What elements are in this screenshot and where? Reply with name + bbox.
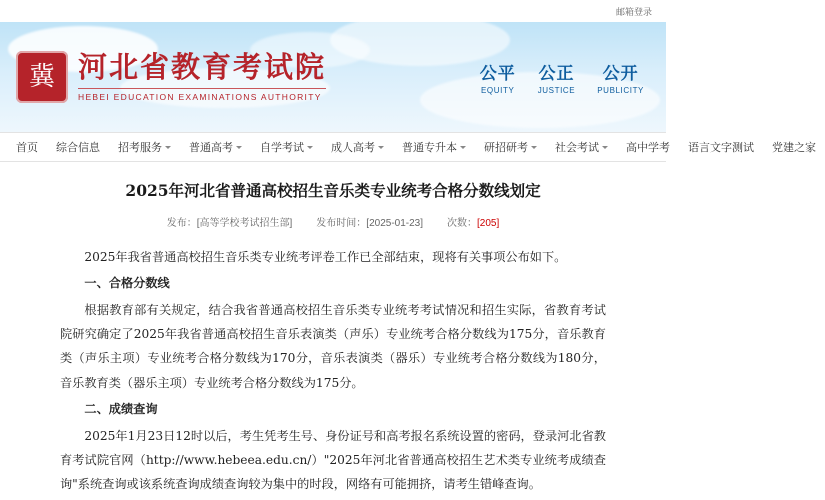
pillar-equity [480,59,516,95]
chevron-down-icon [460,146,466,149]
nav-item-social-exams[interactable] [546,139,617,155]
pillar-justice-en: JUSTICE [537,86,576,95]
meta-date [316,214,423,229]
nav-item-label: 党建之家 [772,142,816,154]
nav-item-college-upgrade[interactable] [393,139,475,155]
pillar-equity-en: EQUITY [481,86,515,95]
article-section-heading: 二、成绩查询 [84,402,158,417]
site-title-en: HEBEI EDUCATION EXAMINATIONS AUTHORITY [78,88,326,102]
values-pillars [480,59,650,95]
main-navigation [0,132,816,162]
page-title: 2025年河北省普通高校招生音乐类专业统考合格分数线划定 [125,181,541,200]
mail-login-link[interactable]: 邮箱登录 [615,6,652,17]
pillar-justice [538,59,576,95]
pillar-publicity-cn: 公开 [602,64,639,84]
nav-item-admission-services[interactable] [109,139,180,155]
article-container [0,162,666,497]
pillar-publicity-en: PUBLICITY [597,86,644,95]
meta-views [447,214,499,229]
meta-date-value: [2025-01-23] [366,217,424,229]
article-meta [60,214,606,239]
chevron-down-icon [602,146,608,149]
chevron-down-icon [307,146,313,149]
chevron-down-icon [378,146,384,149]
nav-item-language-test[interactable] [679,139,763,155]
nav-item-label: 自学考试 [260,142,304,154]
top-utility-bar [0,0,666,22]
article-paragraph: 2025年1月23日12时以后，考生凭考生号、身份证号和高考报名系统设置的密码，登录河北省教育考试院官网（http://www.hebeea.edu.cn/）"2025年河北省普通高校招生艺术类专业统考成绩查询"系统查询或该系统查询成绩查询较为集中的时段，网络有可能拥挤，请考生错峰查询。 [60,428,606,492]
pillar-publicity [597,59,644,95]
meta-source-label: 发布： [166,217,197,229]
site-banner [0,22,666,132]
nav-item-label: 招考服务 [118,142,162,154]
site-title-block [78,49,327,103]
emblem-glyph: 冀 [28,62,55,92]
nav-item-high-school-exam[interactable] [617,139,679,155]
nav-item-adult-gaokao[interactable] [322,139,393,155]
meta-source [167,214,293,229]
meta-views-value: [205] [477,217,500,229]
article-section-heading: 一、合格分数线 [84,276,170,291]
pillar-justice-cn: 公正 [538,64,575,84]
article-paragraph: 2025年我省普通高校招生音乐类专业统考评卷工作已全部结束，现将有关事项公布如下。 [84,249,567,264]
pillar-equity-cn: 公平 [479,64,516,84]
nav-item-party-building[interactable] [763,139,825,155]
site-title-cn: 河北省教育考试院 [78,49,327,84]
article-body [60,245,606,497]
nav-item-label: 社会考试 [555,142,599,154]
banner-content [0,22,666,132]
nav-item-label: 普通专升本 [402,142,457,154]
institution-emblem-icon [16,51,68,103]
nav-item-label: 首页 [16,142,38,154]
nav-item-label: 语言文字测试 [688,142,754,154]
meta-views-label: 次数： [447,217,478,229]
article-paragraph: 根据教育部有关规定，结合我省普通高校招生音乐类专业统考考试情况和招生实际，省教育考试院研究确定了2025年我省普通高校招生音乐表演类（声乐）专业统考合格分数线为175分，音乐教育类（声乐主项）专业统考合格分数线为170分，音乐表演类（器乐）专业统考合格分数线为180分，音乐教育类（器乐主项）专业统考合格分数线为175分。 [60,302,606,390]
chevron-down-icon [165,146,171,149]
nav-item-label: 综合信息 [56,142,100,154]
nav-item-label: 高中学考 [626,142,670,154]
nav-item-label: 普通高考 [189,142,233,154]
chevron-down-icon [531,146,537,149]
nav-item-gaokao[interactable] [180,139,251,155]
nav-item-label: 成人高考 [331,142,375,154]
nav-item-graduate-exam[interactable] [475,139,546,155]
meta-source-value: [高等学校考试招生部] [196,217,293,229]
nav-item-label: 研招研考 [484,142,528,154]
nav-item-home[interactable] [16,139,47,155]
chevron-down-icon [236,146,242,149]
nav-item-self-study-exam[interactable] [251,139,322,155]
meta-date-label: 发布时间： [316,217,367,229]
nav-item-comprehensive-info[interactable] [47,139,109,155]
